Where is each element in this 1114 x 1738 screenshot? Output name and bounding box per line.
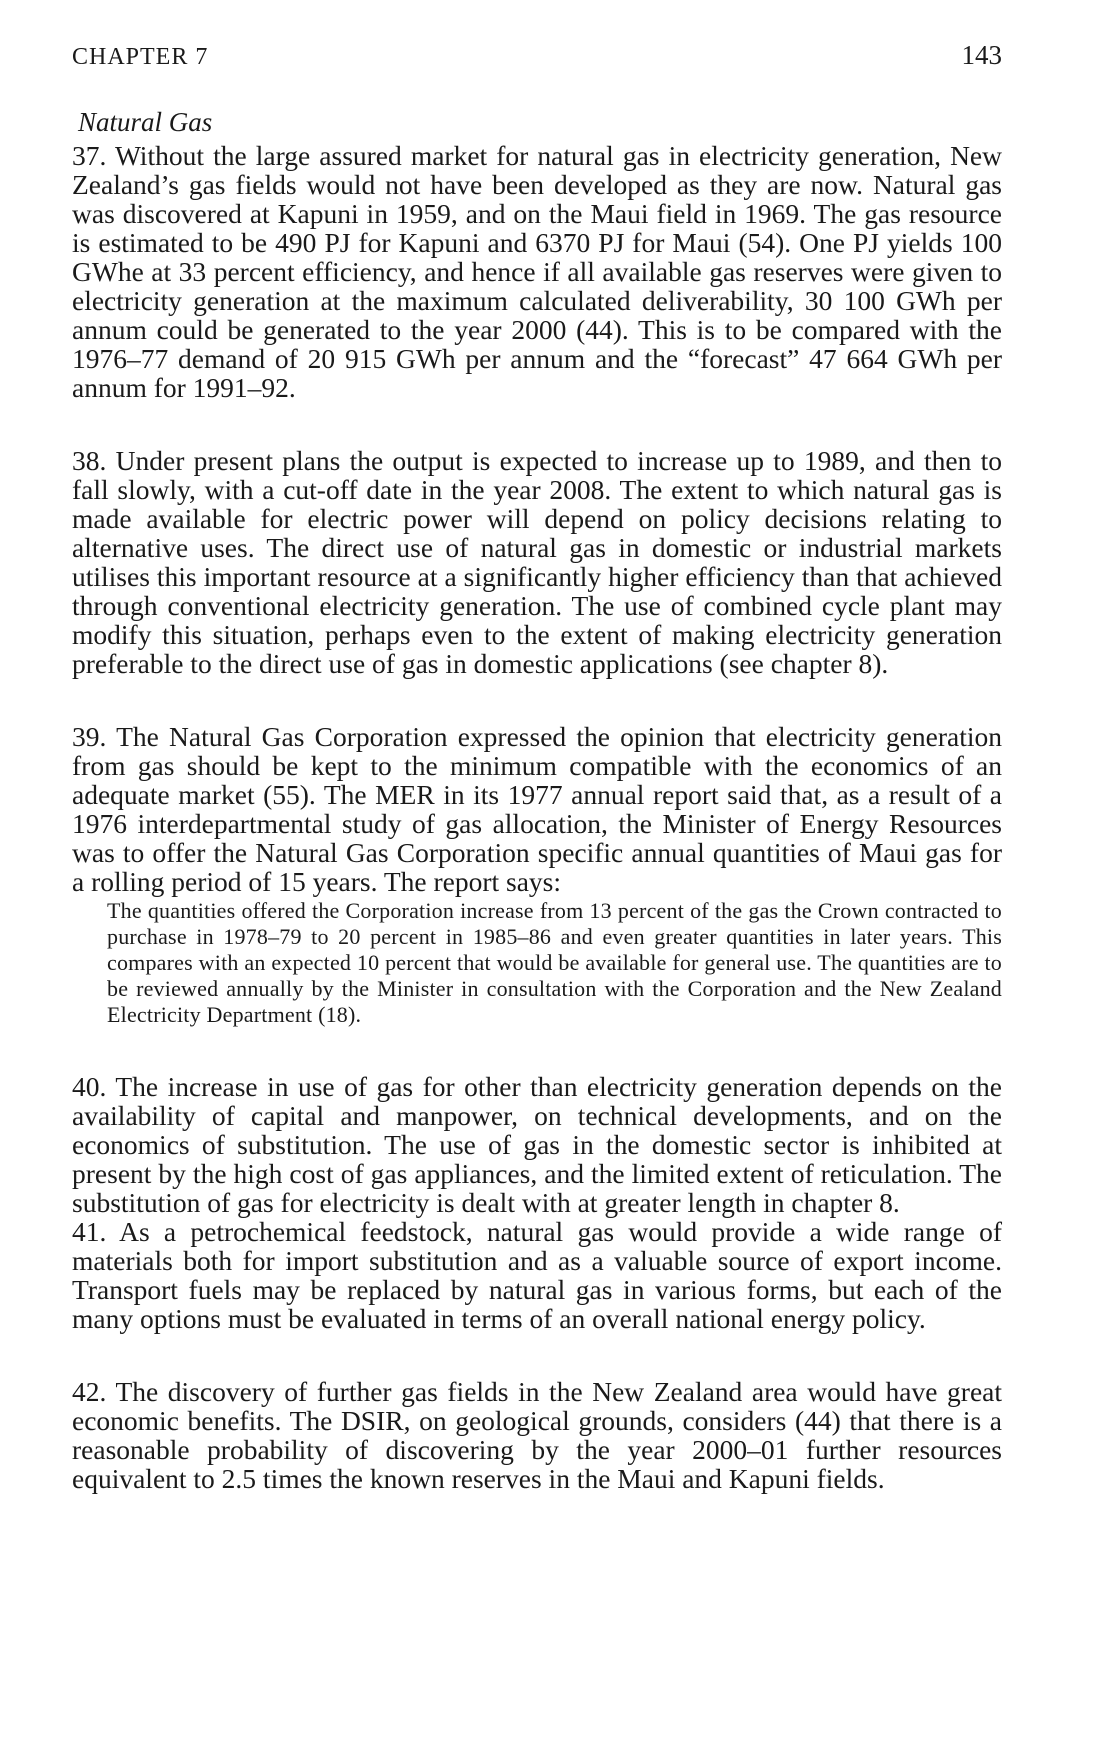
page-number: 143: [961, 40, 1002, 70]
paragraph-41: 41. As a petrochemical feedstock, natural gas would provide a wide range of materials both for import substitution and as a valuable source of export income. Transport fuels may be replaced by natural gas in various forms, but each of the many options must be evaluated in terms of an overall national energy policy.: [72, 1216, 1002, 1334]
paragraph-37: 37. Without the large assured market for natural gas in electricity generation, New Zealand’s gas fields would not have been developed as they are now. Natural gas was discovered at Kapuni in 1959, and on the Maui field in 1969. The gas resource is estimated to be 490 PJ for Kapuni and 6370 PJ for Maui (54). One PJ yields 100 GWhe at 33 percent efficiency, and hence if all available gas reserves were given to electricity generation at the maximum calculated deliverability, 30 100 GWh per annum could be generated to the year 2000 (44). This is to be compared with the 1976–77 demand of 20 915 GWh per annum and the “forecast” 47 664 GWh per annum for 1991–92.: [72, 140, 1002, 403]
paragraph-40: 40. The increase in use of gas for other than electricity generation depends on the availability of capital and manpower, on technical developments, and on the economics of substitution. The use of gas in the domestic sector is inhibited at present by the high cost of gas appliances, and the limited extent of reticulation. The substitution of gas for electricity is dealt with at greater length in chapter 8.: [72, 1071, 1002, 1218]
block-quote: The quantities offered the Corporation increase from 13 percent of the gas the Crown contracted to purchase in 1978–79 to 20 percent in 1985–86 and even greater quantities in later years. This compares with an expected 10 percent that would be available for general use. The quantities are to be reviewed annually by the Minister in consultation with the Corporation and the New Zealand Electricity Department (18).: [107, 898, 1002, 1027]
section-title: Natural Gas: [78, 107, 213, 137]
paragraph-38: 38. Under present plans the output is expected to increase up to 1989, and then to fall slowly, with a cut-off date in the year 2008. The extent to which natural gas is made available for electric power will depend on policy decisions relating to alternative uses. The direct use of natural gas in domestic or industrial markets utilises this important resource at a significantly higher efficiency than that achieved through conventional electricity generation. The use of combined cycle plant may modify this situation, perhaps even to the extent of making electricity generation preferable to the direct use of gas in domestic applications (see chapter 8).: [72, 445, 1002, 679]
paragraph-39: 39. The Natural Gas Corporation expressed the opinion that electricity generation from gas should be kept to the minimum compatible with the economics of an adequate market (55). The MER in its 1977 annual report said that, as a result of a 1976 interdepartmental study of gas allocation, the Minister of Energy Resources was to offer the Natural Gas Corporation specific annual quantities of Maui gas for a rolling period of 15 years. The report says:: [72, 721, 1002, 897]
page-body: [72, 108, 1002, 1493]
chapter-heading: CHAPTER 7: [72, 44, 209, 70]
paragraph-42: 42. The discovery of further gas fields in the New Zealand area would have great economic benefits. The DSIR, on geological grounds, considers (44) that there is a reasonable probability of discovering by the year 2000–01 further resources equivalent to 2.5 times the known reserves in the Maui and Kapuni fields.: [72, 1376, 1002, 1494]
page-header: [72, 40, 1002, 71]
